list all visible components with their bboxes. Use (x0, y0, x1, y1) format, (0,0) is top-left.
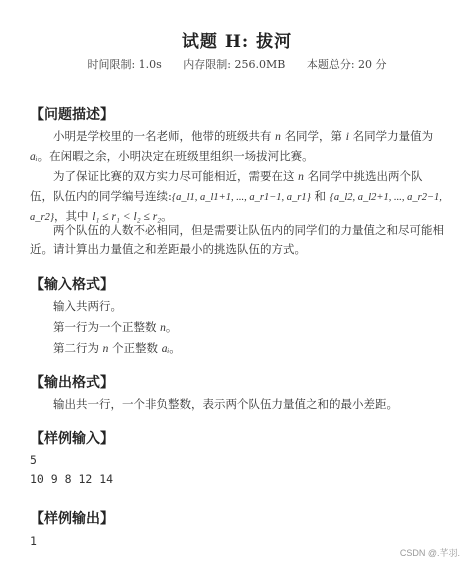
memory-limit: 内存限制: 256.0MB (183, 58, 286, 71)
total-score: 本题总分: 20 分 (306, 58, 387, 71)
input-line-1: 输入共两行。 (53, 299, 122, 313)
csdn-watermark: CSDN @.芊羽. (399, 548, 460, 558)
sample-output-line-1: 1 (30, 534, 37, 548)
time-limit: 时间限制: 1.0s (87, 58, 162, 71)
sample-input-line-1: 5 (30, 453, 37, 467)
output-line-1: 输出共一行，一个非负整数，表示两个队伍力量值之和的最小差距。 (53, 397, 398, 411)
problem-paragraph-2: 为了保证比赛的双方实力尽可能相近，需要在这 n 名同学中挑选出两个队伍，队伍内的同学编号连续:{a_l1, a_l1+1, ..., a_r1−1, a_r1} 和 {a_l2, a_l2+1, ..., a_r2−1, a_r2}，其中 l₁ ≤ r₁ < l₂ ≤ r₂。 (30, 169, 442, 223)
problem-paragraph-3: 两个队伍的人数不必相同，但是需要让队伍内的同学们的力量值之和尽可能相近。请计算出力量值之和差距最小的挑选队伍的方式。 (30, 223, 444, 256)
sample-input-heading: 【样例输入】 (30, 431, 114, 447)
problem-description-heading: 【问题描述】 (30, 107, 114, 123)
sample-input-line-2: 10 9 8 12 14 (30, 472, 114, 486)
sample-output-heading: 【样例输出】 (30, 511, 114, 527)
problem-paragraph-1: 小明是学校里的一名老师，他带的班级共有 n 名同学，第 i 名同学力量值为 aᵢ。在闲暇之余，小明决定在班级里组织一场拔河比赛。 (30, 129, 434, 163)
input-line-2: 第一行为一个正整数 n。 (53, 320, 178, 334)
input-line-3: 第二行为 n 个正整数 aᵢ。 (53, 341, 181, 355)
input-format-heading: 【输入格式】 (30, 277, 114, 293)
problem-title: 试题 H: 拔河 (181, 32, 293, 52)
limits-bar (0, 56, 474, 72)
output-format-heading: 【输出格式】 (30, 375, 114, 391)
